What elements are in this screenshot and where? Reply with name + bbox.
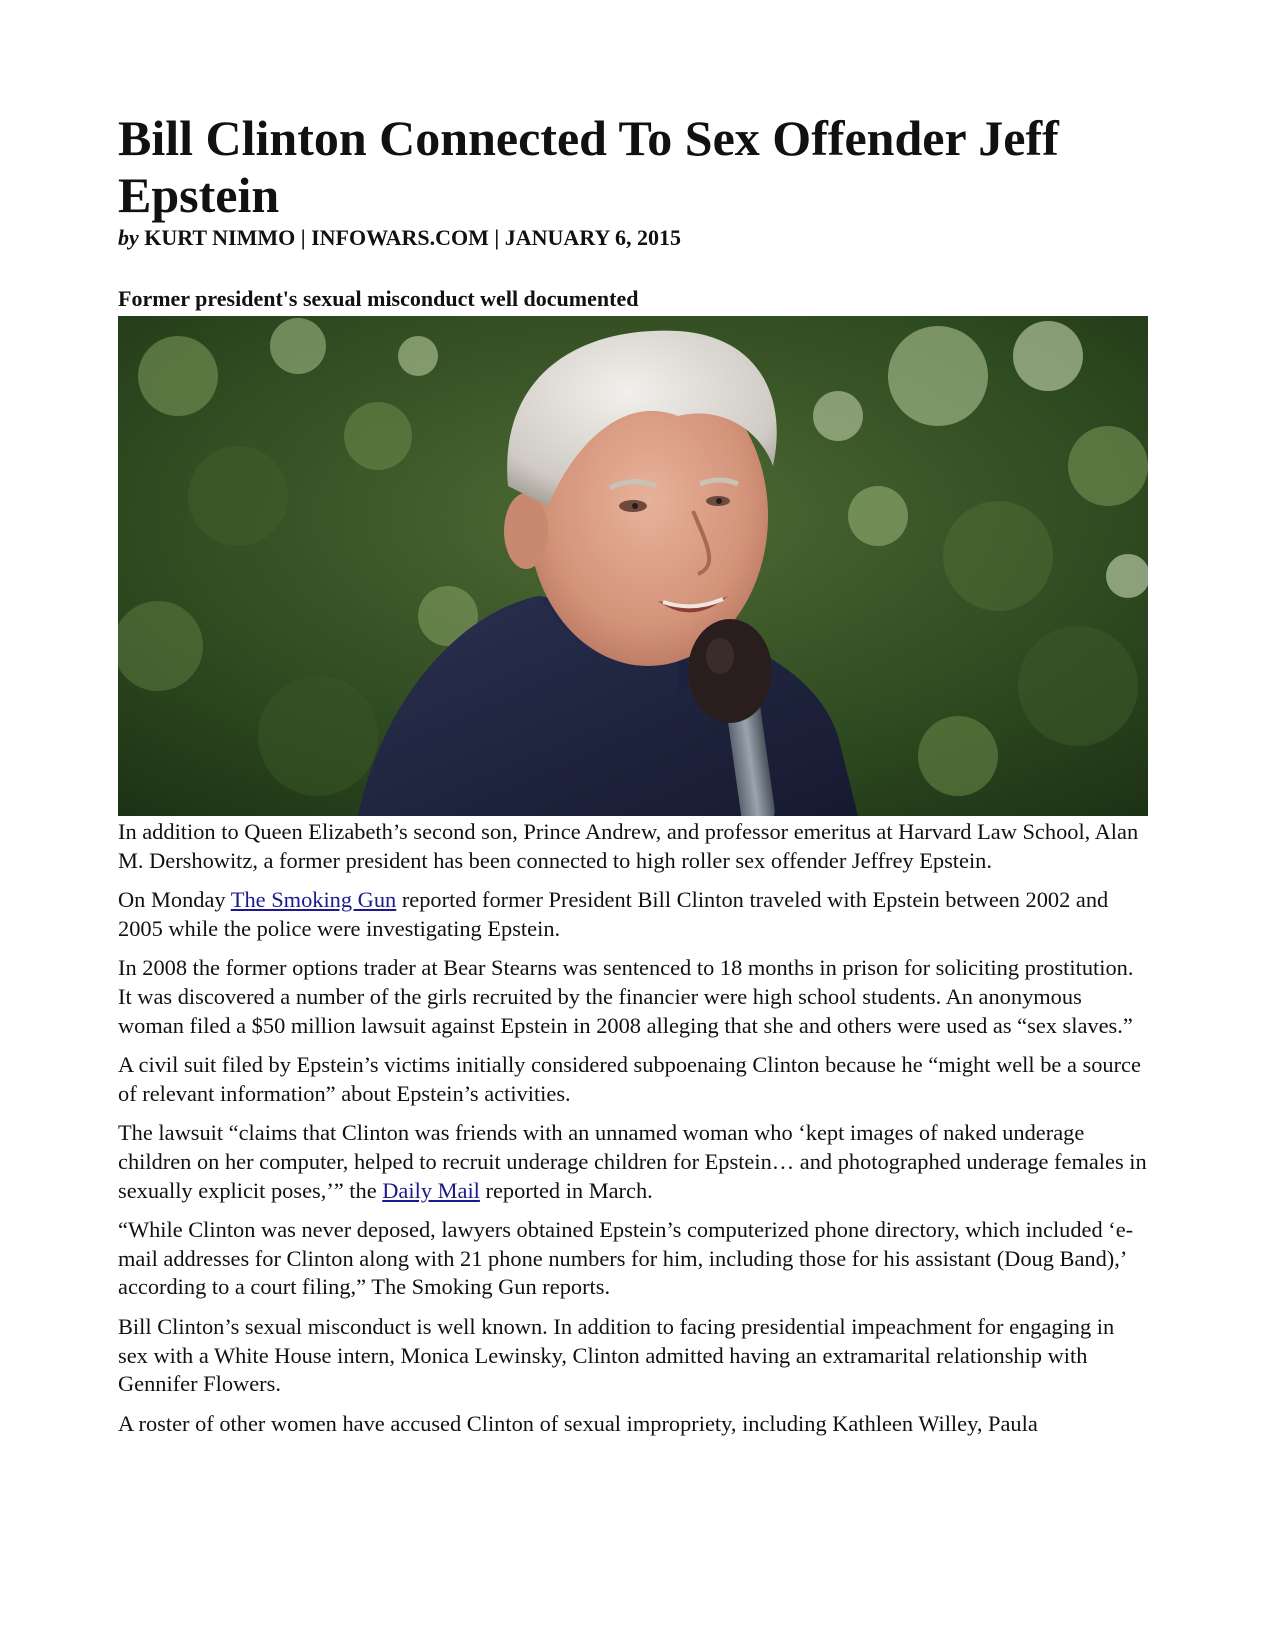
paragraph-2 [118, 886, 1148, 943]
paragraph-4: A civil suit filed by Epstein’s victims initially considered subpoenaing Clinton because he “might well be a source of relevant information” about Epstein’s activities. [118, 1052, 1141, 1106]
paragraph-7: Bill Clinton’s sexual misconduct is well known. In addition to facing presidential impeachment for engaging in sex with a White House intern, Monica Lewinsky, Clinton admitted having an extramarital relationship with Gennifer Flowers. [118, 1313, 1115, 1397]
article-headline: Bill Clinton Connected To Sex Offender Jeff Epstein [118, 110, 1059, 223]
paragraph-5-after: reported in March. [479, 1177, 653, 1203]
portrait-photo-icon [118, 316, 1148, 816]
article-photo [118, 316, 1148, 816]
paragraph-1: In addition to Queen Elizabeth’s second son, Prince Andrew, and professor emeritus at Harvard Law School, Alan M. Dershowitz, a former president has been connected to high roller sex offender Jeffrey Epstein. [118, 819, 1139, 873]
paragraph-5-before: The lawsuit “claims that Clinton was friends with an unnamed woman who ‘kept images of naked underage children on her computer, helped to recruit underage children for Epstein… and photographed underage females in sexually explicit poses,’” the [118, 1120, 1147, 1203]
article-subhead: Former president's sexual misconduct well documented [118, 286, 639, 311]
byline-text: KURT NIMMO | INFOWARS.COM | JANUARY 6, 2015 [144, 225, 682, 250]
byline-prefix: by [118, 225, 139, 250]
smoking-gun-link[interactable]: The Smoking Gun [230, 887, 397, 913]
paragraph-8: A roster of other women have accused Clinton of sexual impropriety, including Kathleen Willey, Paula [118, 1410, 1038, 1436]
paragraph-6: “While Clinton was never deposed, lawyers obtained Epstein’s computerized phone directory, which included ‘e-mail addresses for Clinton along with 21 phone numbers for him, including those for his assistant (Doug Band),’ according to a court filing,” The Smoking Gun reports. [118, 1217, 1134, 1300]
article-body [118, 818, 1148, 1438]
paragraph-5 [118, 1119, 1148, 1205]
paragraph-3: In 2008 the former options trader at Bear Stearns was sentenced to 18 months in prison for soliciting prostitution. It was discovered a number of the girls recruited by the financier were high school students. An anonymous woman filed a $50 million lawsuit against Epstein in 2008 alleging that she and others were used as “sex slaves.” [118, 955, 1134, 1038]
paragraph-2-after: reported former President Bill Clinton traveled with Epstein between 2002 and 2005 while the police were investigating Epstein. [118, 887, 1109, 941]
byline [118, 224, 1148, 252]
paragraph-2-before: On Monday [118, 887, 231, 913]
daily-mail-link[interactable]: Daily Mail [382, 1177, 480, 1203]
article [118, 110, 1148, 1449]
